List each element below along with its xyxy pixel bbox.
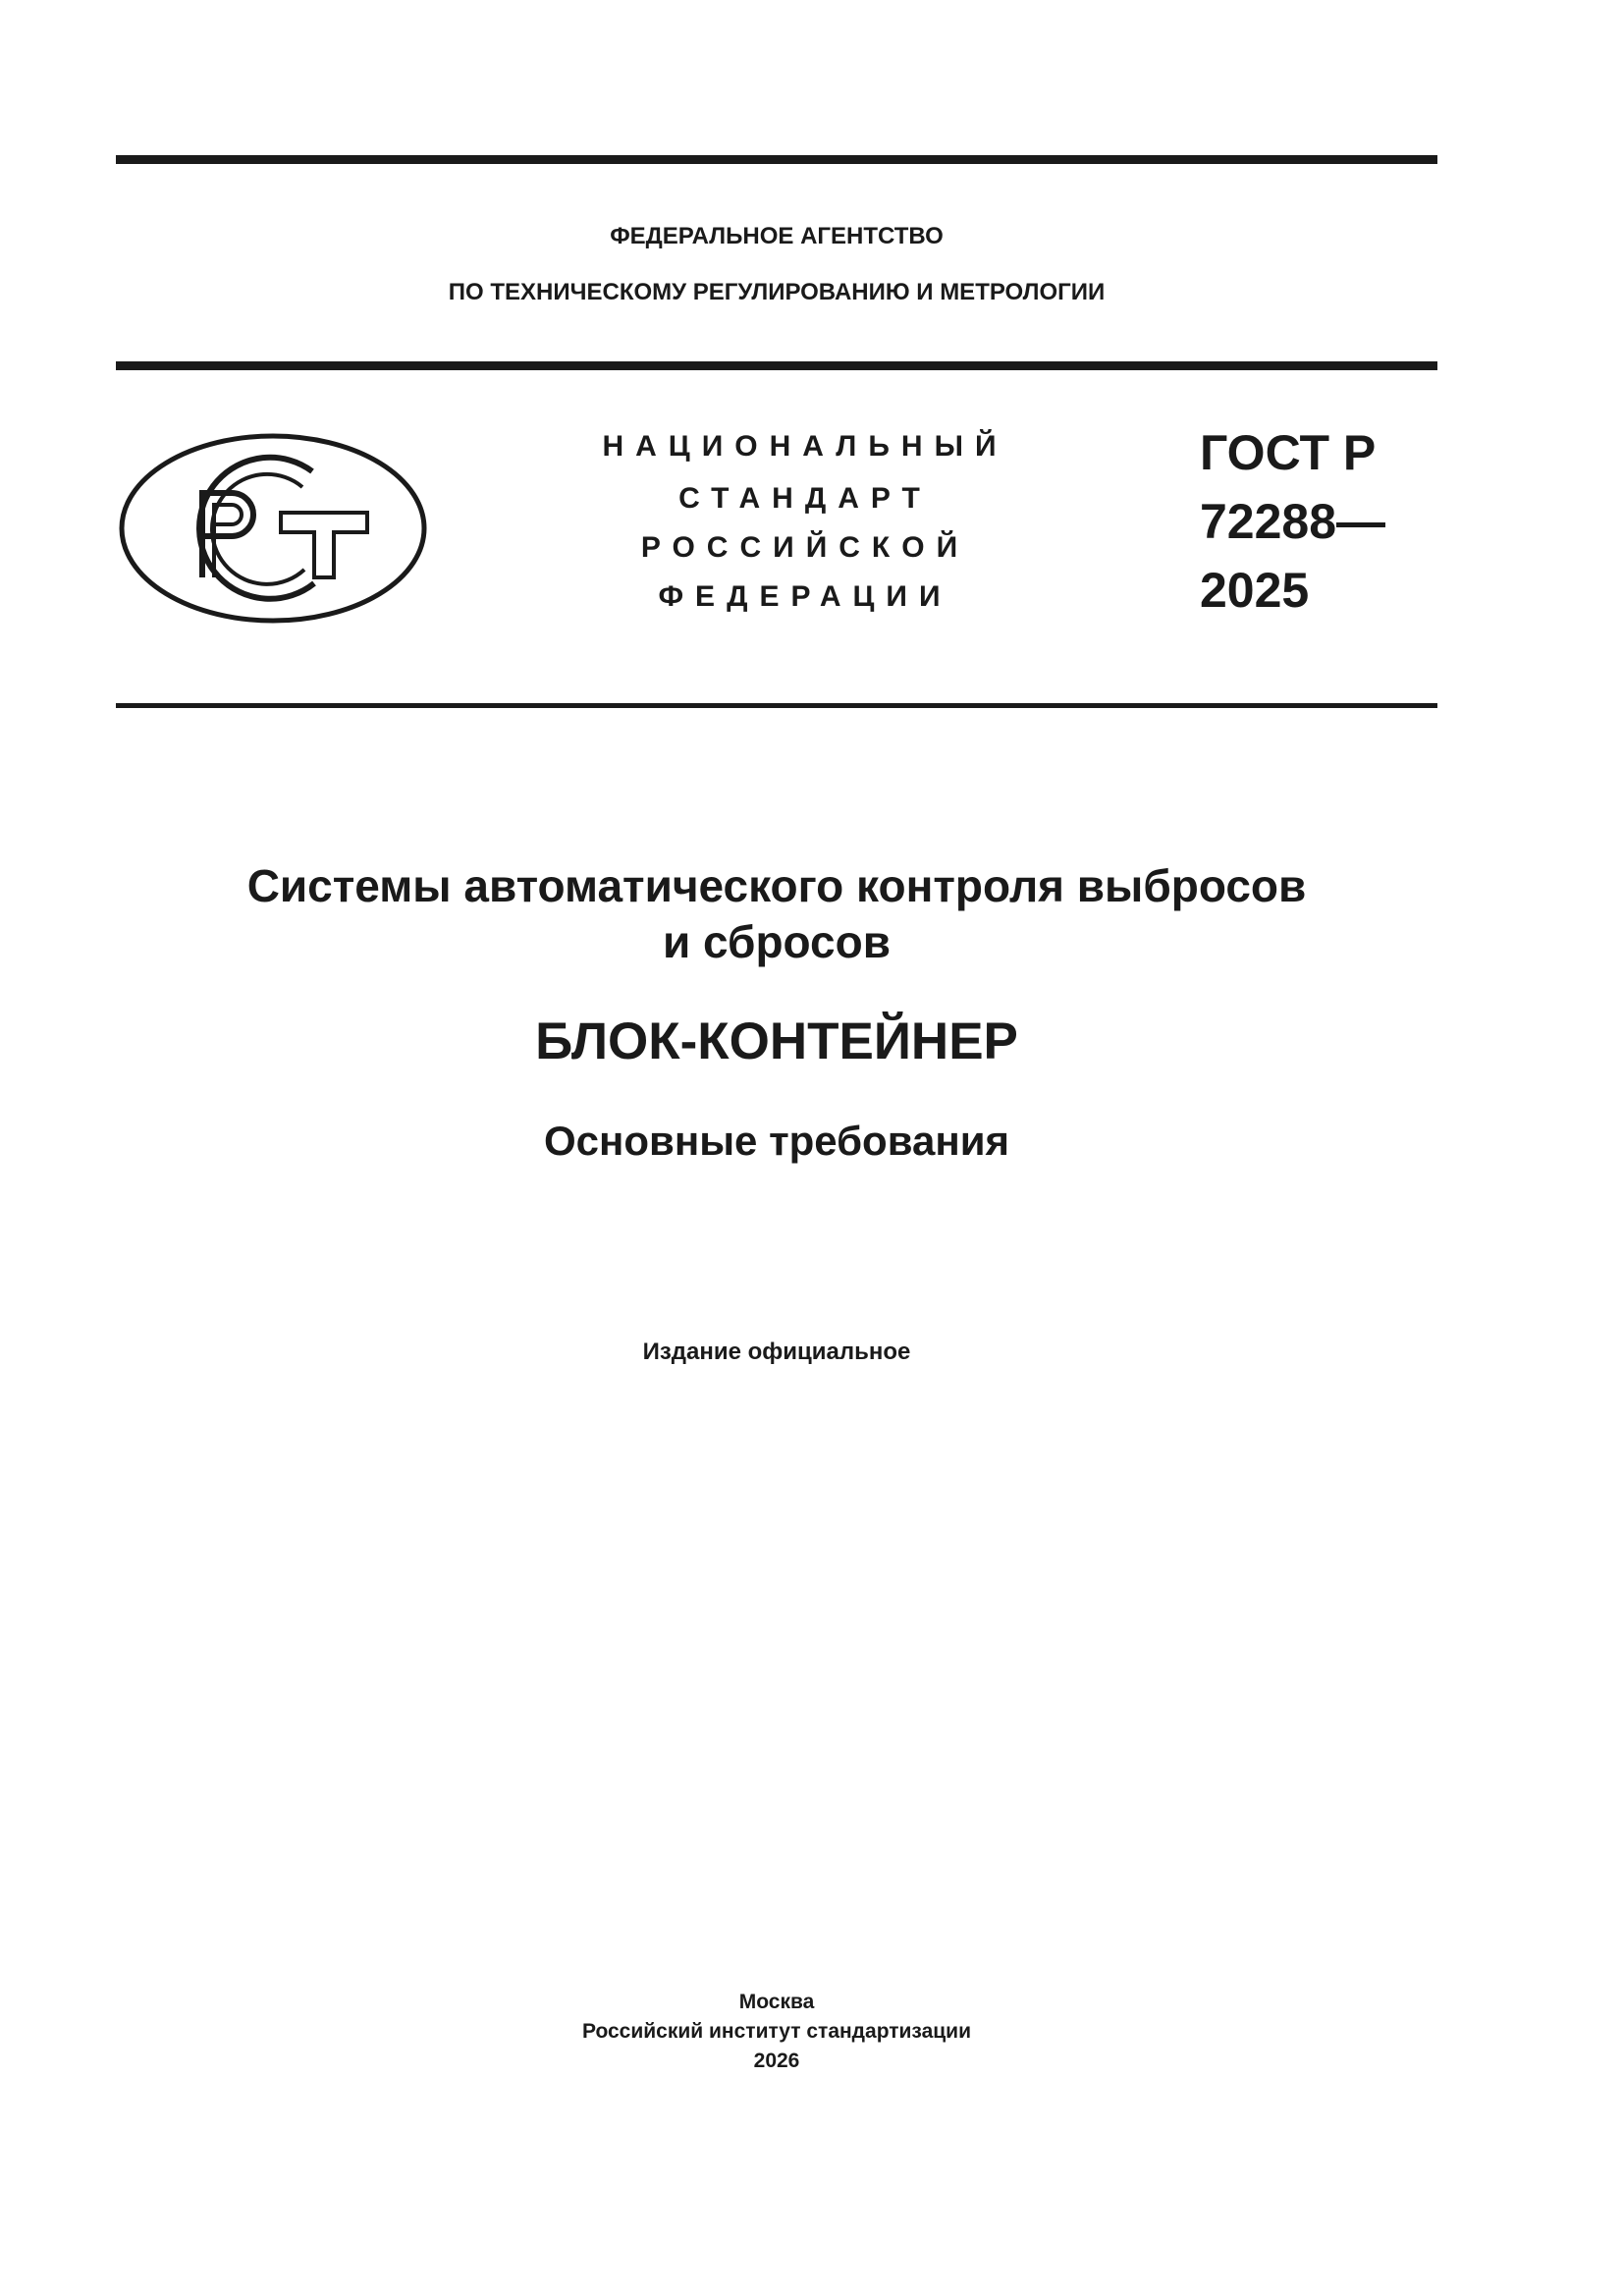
designation-line3: 2025: [1200, 563, 1310, 618]
national-standard-line3: РОССИЙСКОЙ: [640, 531, 970, 564]
national-standard-line1: НАЦИОНАЛЬНЫЙ: [602, 430, 1008, 463]
product-name: БЛОК-КОНТЕЙНЕР: [535, 1012, 1018, 1070]
publisher-name: Российский институт стандартизации: [581, 2020, 972, 2043]
edition-label: Издание официальное: [642, 1339, 911, 1365]
designation-line2: 72288—: [1200, 494, 1386, 549]
top-divider: [116, 155, 1437, 164]
national-standard-line2: СТАНДАРТ: [678, 482, 932, 515]
rst-logo: [116, 430, 430, 627]
designation-line1: ГОСТ Р: [1200, 425, 1377, 480]
rst-conformity-mark-icon: [116, 430, 430, 627]
document-subtitle: Основные требования: [543, 1118, 1010, 1164]
document-title-line1: Системы автоматического контроля выбросов: [246, 860, 1307, 911]
title-divider: [116, 703, 1437, 708]
document-title-line2: и сбросов: [663, 916, 891, 967]
header-divider: [116, 361, 1437, 370]
national-standard-line4: ФЕДЕРАЦИИ: [658, 580, 952, 613]
agency-name-line1: ФЕДЕРАЛЬНОЕ АГЕНТСТВО: [610, 223, 944, 249]
publication-year: 2026: [753, 2050, 800, 2072]
publisher-city: Москва: [738, 1991, 815, 2013]
agency-name-line2: ПО ТЕХНИЧЕСКОМУ РЕГУЛИРОВАНИЮ И МЕТРОЛОГИИ: [448, 279, 1106, 305]
